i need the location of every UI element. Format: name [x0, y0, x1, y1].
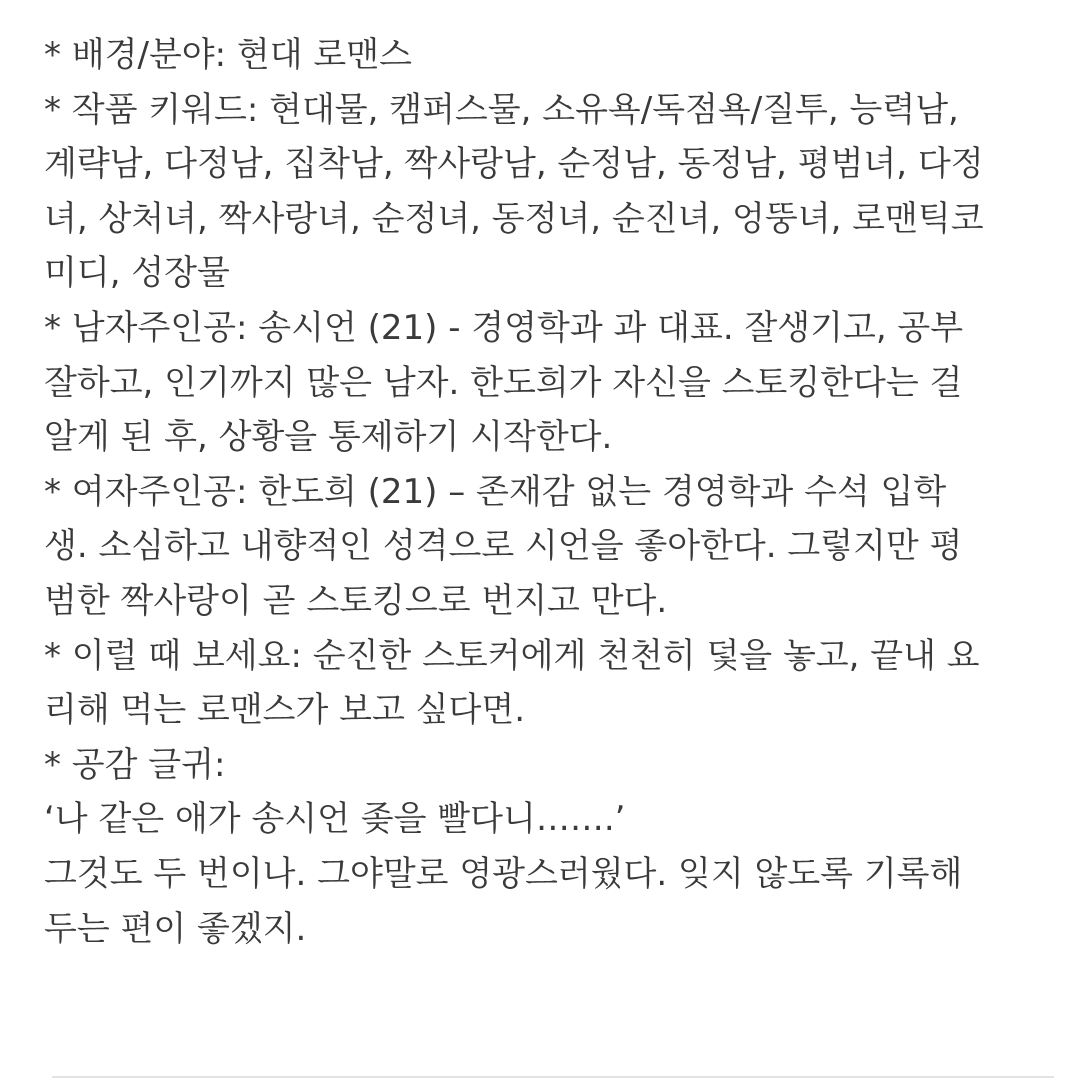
divider	[52, 1076, 1054, 1078]
book-description	[44, 28, 1044, 956]
male-lead-line-2: 잘하고, 인기까지 많은 남자. 한도희가 자신을 스토킹한다는 걸	[44, 362, 963, 403]
female-lead-line-3: 범한 짝사랑이 곧 스토킹으로 번지고 만다.	[44, 580, 668, 621]
quote-heading: * 공감 글귀:	[44, 744, 226, 785]
female-lead-line-1: * 여자주인공: 한도희 (21) – 존재감 없는 경영학과 수석 입학	[44, 471, 947, 512]
female-lead-line-2: 생. 소심하고 내향적인 성격으로 시언을 좋아한다. 그렇지만 평	[44, 526, 963, 567]
keywords-line-3: 녀, 상처녀, 짝사랑녀, 순정녀, 동정녀, 순진녀, 엉뚱녀, 로맨틱코	[44, 198, 984, 239]
quote-line-1: ‘나 같은 애가 송시언 좆을 빨다니…….’	[44, 799, 626, 840]
male-lead-line-3: 알게 된 후, 상황을 통제하기 시작한다.	[44, 417, 613, 458]
keywords-line-2: 계략남, 다정남, 집착남, 짝사랑남, 순정남, 동정남, 평범녀, 다정	[44, 144, 984, 185]
male-lead-line-1: * 남자주인공: 송시언 (21) - 경영학과 과 대표. 잘생기고, 공부	[44, 307, 964, 348]
keywords-line-4: 미디, 성장물	[44, 253, 230, 294]
keywords-line-1: * 작품 키워드: 현대물, 캠퍼스물, 소유욕/독점욕/질투, 능력남,	[44, 89, 959, 130]
genre-line: * 배경/분야: 현대 로맨스	[44, 35, 412, 75]
quote-line-2: 그것도 두 번이나. 그야말로 영광스러웠다. 잊지 않도록 기록해	[44, 853, 963, 894]
recommend-line-1: * 이럴 때 보세요: 순진한 스토커에게 천천히 덫을 놓고, 끝내 요	[44, 635, 980, 676]
quote-line-3: 두는 편이 좋겠지.	[44, 908, 307, 949]
recommend-line-2: 리해 먹는 로맨스가 보고 싶다면.	[44, 690, 526, 731]
